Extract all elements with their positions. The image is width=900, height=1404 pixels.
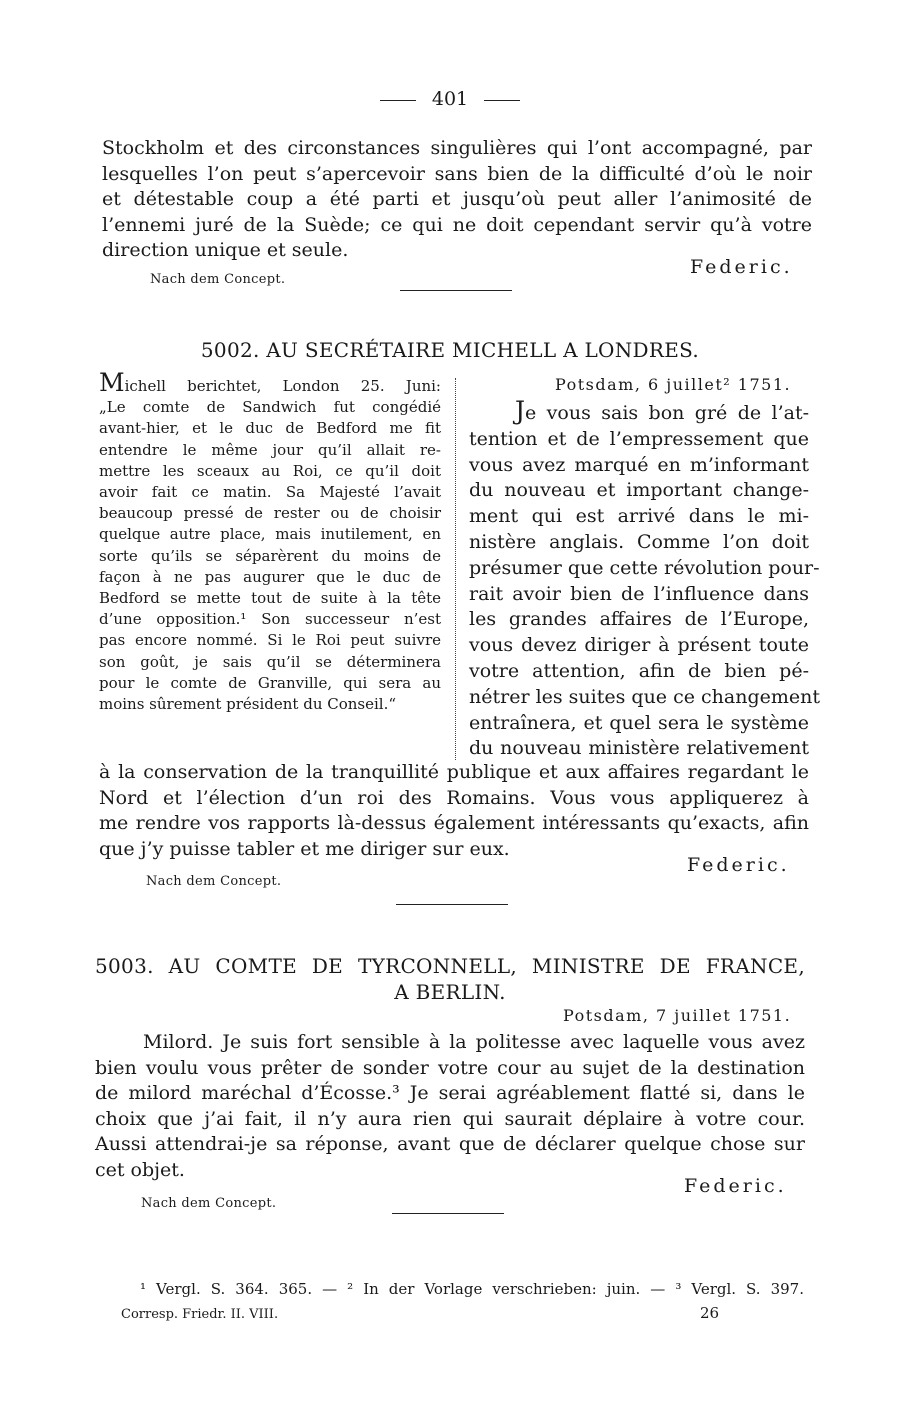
- footer-sheet-number: 26: [700, 1304, 720, 1322]
- report-line: Bedford se mette tout de suite à la tête: [99, 589, 441, 608]
- letter-5003-source-note: Nach dem Concept.: [141, 1196, 277, 1211]
- intro-line: direction unique et seule.: [102, 239, 349, 261]
- report-line-text: ichell berichtet, London 25. Juni:: [124, 377, 441, 395]
- report-initial: M: [99, 368, 125, 397]
- letter-column-line: présumer que cette révolution pour-: [469, 556, 820, 579]
- section-divider: [400, 290, 512, 291]
- letter-column-line: ment qui est arrivé dans le mi-: [469, 505, 809, 528]
- report-line: [99, 368, 441, 397]
- letter-5003-signature: Federic.: [684, 1175, 787, 1197]
- report-line: façon à ne pas augurer que le duc de: [99, 567, 441, 586]
- section-divider: [392, 1213, 504, 1214]
- intro-line: Stockholm et des circonstances singulières qui l’ont accompagné, par: [102, 137, 812, 159]
- letter-5003-line: bien voulu vous prêter de sonder votre cour au sujet de la destination: [95, 1056, 805, 1079]
- intro-line: et détestable coup a été parti et jusqu’où peut aller l’animosité de: [102, 188, 812, 210]
- intro-line: lesquelles l’on peut s’apercevoir sans bien de la difficulté d’où le noir: [102, 162, 812, 185]
- report-line: beaucoup pressé de rester ou de choisir: [99, 504, 441, 523]
- michell-report: [99, 368, 441, 715]
- letter-5002-column-text: [469, 396, 820, 762]
- letter-column-line-text: e vous sais bon gré de l’at-: [525, 402, 809, 424]
- page-number: [0, 88, 900, 110]
- footnotes: ¹ Vergl. S. 364. 365. — ² In der Vorlage verschrieben: juin. — ³ Vergl. S. 397.: [140, 1280, 804, 1298]
- letter-column-line: nétrer les suites que ce changement: [469, 685, 820, 708]
- letter-5002-source-note: Nach dem Concept.: [146, 874, 282, 889]
- letter-column-line: rait avoir bien de l’influence dans: [469, 582, 809, 605]
- letter-full-line: Nord et l’élection d’un roi des Romains. Vous vous appliquerez à: [99, 786, 809, 809]
- letter-5003-heading-line2: A BERLIN.: [394, 980, 506, 1004]
- footer-volume: Corresp. Friedr. II. VIII.: [121, 1307, 279, 1322]
- letter-full-line: à la conservation de la tranquillité publique et aux affaires regardant le: [99, 761, 809, 783]
- letter-5003-text: [95, 1030, 805, 1183]
- letter-column-line: du nouveau ministère relativement: [469, 737, 809, 760]
- report-line: mettre les sceaux au Roi, ce qu’il doit: [99, 461, 441, 480]
- letter-column-line: entraînera, et quel sera le système: [469, 711, 809, 734]
- letter-column-line: nistère anglais. Comme l’on doit: [469, 530, 809, 553]
- letter-5003-line: Aussi attendrai-je sa réponse, avant que de déclarer quelque chose sur: [95, 1133, 805, 1155]
- letter-column-line: vous avez marqué en m’informant: [469, 453, 809, 476]
- letter-column-line: les grandes affaires de l’Europe,: [469, 608, 809, 631]
- report-line: avoir fait ce matin. Sa Majesté l’avait: [99, 483, 441, 502]
- report-line: pas encore nommé. Si le Roi peut suivre: [99, 631, 441, 650]
- intro-line: l’ennemi juré de la Suède; ce qui ne doit cependant servir qu’à votre: [102, 213, 812, 236]
- letter-5003-dateline: Potsdam, 7 juillet 1751.: [563, 1006, 792, 1025]
- letter-5002-heading: 5002. AU SECRÉTAIRE MICHELL A LONDRES.: [200, 338, 700, 362]
- column-separator: [455, 378, 456, 760]
- report-line: quelque autre place, mais inutilement, en: [99, 525, 441, 544]
- letter-column-line: [469, 398, 809, 427]
- letter-5002-dateline: Potsdam, 6 juillet² 1751.: [555, 375, 792, 394]
- letter-5003-line: Milord. Je suis fort sensible à la politesse avec laquelle vous avez: [143, 1031, 805, 1053]
- report-line: „Le comte de Sandwich fut congédié: [99, 398, 441, 417]
- report-line: moins sûrement président du Conseil.“: [99, 695, 397, 714]
- letter-column-line: vous devez diriger à présent toute: [469, 634, 809, 657]
- letter-initial: J: [515, 396, 526, 425]
- section-divider: [396, 904, 508, 905]
- report-line: pour le comte de Granville, qui sera au: [99, 673, 441, 692]
- report-line: avant-hier, et le duc de Bedford me fit: [99, 419, 441, 438]
- intro-paragraph: [102, 136, 812, 264]
- intro-signature: Federic.: [690, 256, 793, 278]
- report-line: sorte qu’ils se séparèrent du moins de: [99, 546, 441, 565]
- letter-5003-heading-line1: 5003. AU COMTE DE TYRCONNELL, MINISTRE DE FRANCE,: [95, 954, 805, 978]
- letter-full-line: que j’y puisse tabler et me diriger sur eux.: [99, 837, 510, 860]
- report-line: d’une opposition.¹ Son successeur n’est: [99, 610, 441, 629]
- page-number-dash-left: [380, 100, 416, 101]
- letter-5003-line: cet objet.: [95, 1158, 185, 1181]
- page-number-text: 401: [431, 88, 469, 110]
- report-line: entendre le même jour qu’il allait re-: [99, 440, 441, 459]
- intro-source-note: Nach dem Concept.: [150, 272, 286, 287]
- letter-5003-line: de milord maréchal d’Écosse.³ Je serai agréablement flatté si, dans le: [95, 1082, 805, 1104]
- letter-column-line: tention et de l’empressement que: [469, 427, 809, 450]
- letter-5003-line: choix que j’ai fait, il n’y aura rien qui saurait déplaire à votre cour.: [95, 1107, 805, 1130]
- page-number-dash-right: [484, 100, 520, 101]
- letter-column-line: du nouveau et important change-: [469, 479, 809, 502]
- letter-5002-full-text: [99, 760, 809, 862]
- letter-full-line: me rendre vos rapports là-dessus également intéressants qu’exacts, afin: [99, 812, 809, 834]
- letter-column-line: votre attention, afin de bien pé-: [469, 659, 809, 682]
- report-line: son goût, je sais qu’il se déterminera: [99, 652, 441, 671]
- letter-5002-signature: Federic.: [687, 854, 790, 876]
